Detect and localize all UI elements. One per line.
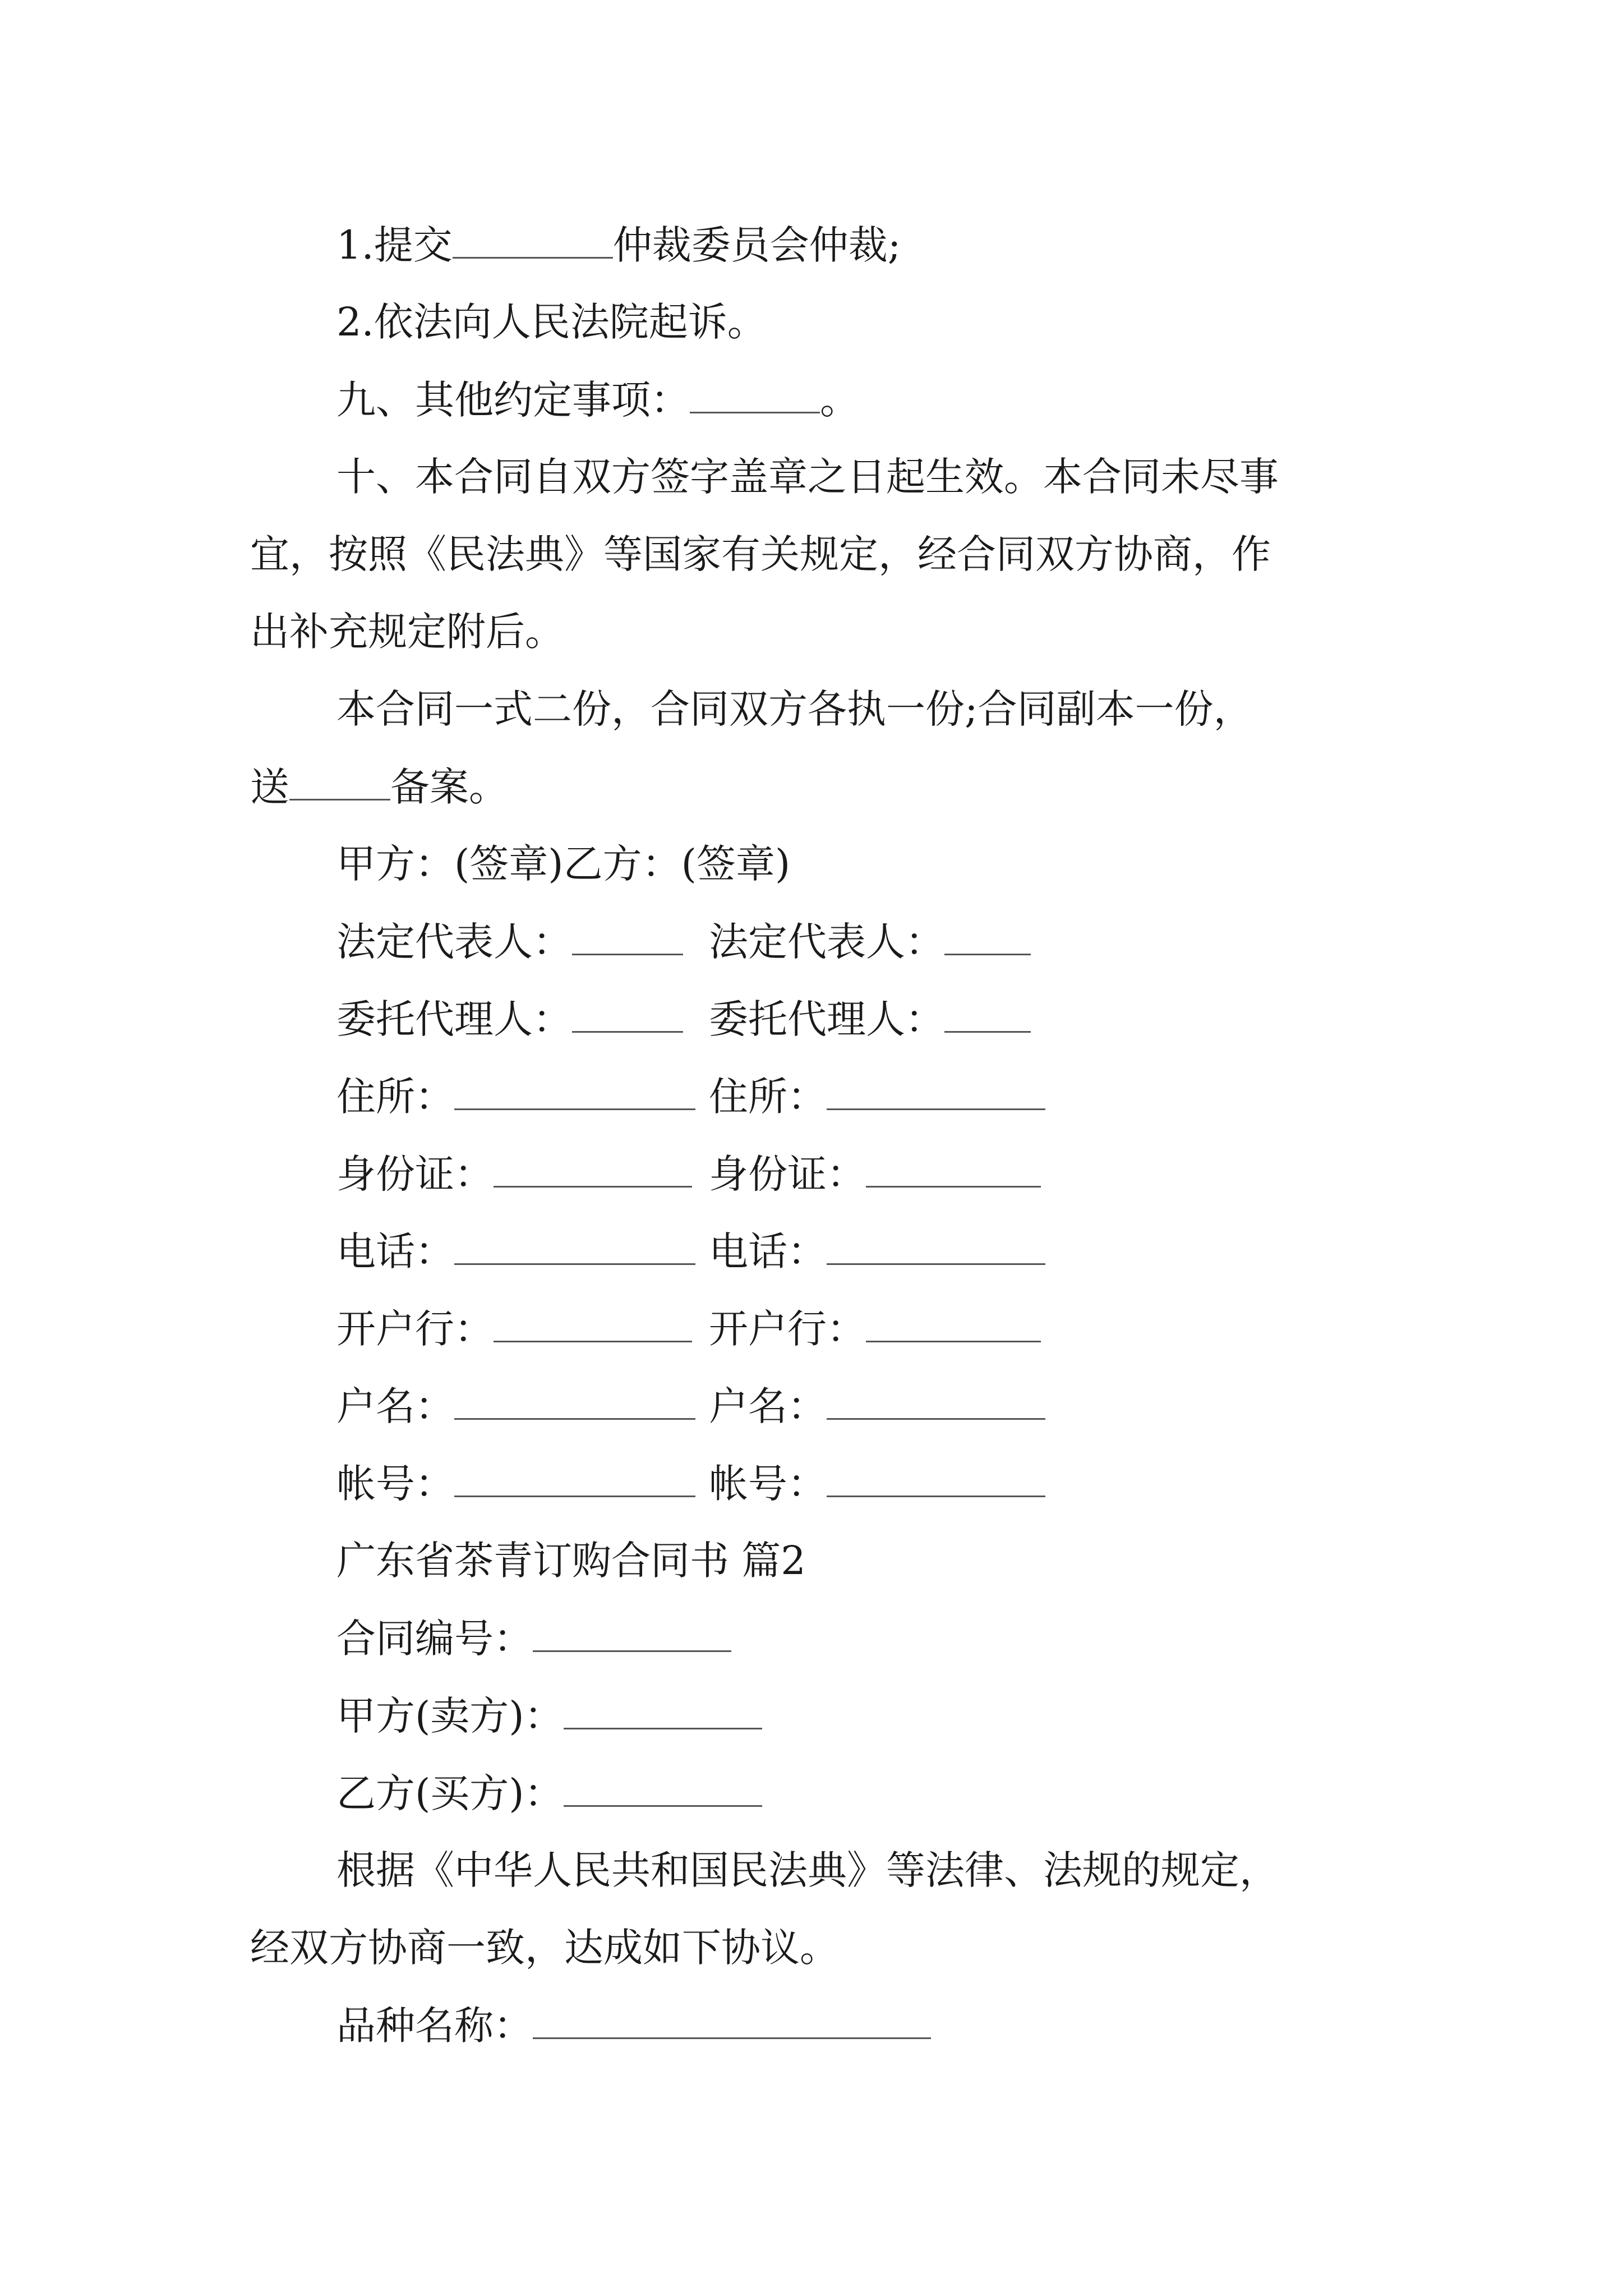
- signature-row: [336, 1224, 827, 1278]
- party-b-blank: [866, 1301, 1041, 1342]
- party-b-label: 帐号：: [709, 1461, 827, 1507]
- contract-number-blank: [533, 1611, 731, 1652]
- party-b-buyer-label: 乙方(买方)：: [336, 1770, 564, 1816]
- party-a-seller-label: 甲方(卖方)：: [336, 1693, 564, 1739]
- contract-number-label: 合同编号：: [336, 1616, 533, 1662]
- copies-line-1: 本合同一式二份，合同双方各执一份;合同副本一份，: [336, 686, 1253, 732]
- party-b-label: 法定代表人：: [709, 919, 944, 965]
- basis-line-1: 根据《中华人民共和国民法典》等法律、法规的规定，: [336, 1847, 1279, 1893]
- clause-10-line-3: 出补充规定附后。: [250, 609, 564, 655]
- party-a-blank: [454, 1456, 695, 1497]
- variety-name: [336, 1998, 931, 2052]
- party-a-label: 住所：: [336, 1074, 454, 1120]
- signature-row: [336, 992, 944, 1046]
- signature-row: [336, 1069, 827, 1123]
- party-a-blank: [494, 1301, 692, 1342]
- party-a-blank: [454, 1069, 695, 1110]
- party-b-blank: [827, 1379, 1045, 1420]
- copies-line-2: [250, 760, 508, 813]
- filing-blank: [289, 760, 390, 800]
- arbitration-item-1-suffix: 仲裁委员会仲裁;: [612, 222, 901, 268]
- clause-10-line-1: 十、本合同自双方签字盖章之日起生效。本合同未尽事: [336, 454, 1279, 500]
- party-a-label: 开户行：: [336, 1306, 494, 1352]
- clause-10-line-2: 宜，按照《民法典》等国家有关规定，经合同双方协商，作: [250, 531, 1271, 577]
- party-b-blank: [827, 1456, 1045, 1497]
- party-a-blank: [494, 1147, 692, 1188]
- party-a-label: 户名：: [336, 1383, 454, 1429]
- party-b-label: 电话：: [709, 1228, 827, 1274]
- arbitration-item-2: 2.依法向人民法院起诉。: [336, 299, 767, 345]
- party-b-buyer-blank: [564, 1766, 762, 1807]
- arbitration-item-1: [336, 218, 901, 272]
- section-2-title: 广东省茶青订购合同书 篇2: [336, 1538, 806, 1584]
- signature-row: [336, 1301, 866, 1355]
- party-b-buyer: [336, 1766, 762, 1820]
- party-a-seller: [336, 1688, 762, 1742]
- party-b-label: 住所：: [709, 1074, 827, 1120]
- arbitration-committee-blank: [453, 218, 613, 259]
- party-a-blank: [454, 1224, 695, 1265]
- signature-row: [336, 914, 944, 968]
- party-a-label: 法定代表人：: [336, 919, 572, 965]
- party-b-blank: [827, 1224, 1045, 1265]
- copies-line-2-suffix: 备案。: [390, 764, 508, 810]
- variety-name-label: 品种名称：: [336, 2003, 533, 2049]
- party-b-label: 开户行：: [709, 1306, 866, 1352]
- party-b-label: 户名：: [709, 1383, 827, 1429]
- signature-row: [336, 1147, 866, 1200]
- party-a-blank: [572, 914, 683, 955]
- signature-row: [336, 1456, 827, 1510]
- party-a-label: 电话：: [336, 1228, 454, 1274]
- party-a-seller-blank: [564, 1688, 762, 1729]
- party-b-blank: [944, 914, 1031, 955]
- clause-9-blank: [690, 372, 820, 413]
- party-a-label: 身份证：: [336, 1151, 494, 1197]
- party-b-label: 身份证：: [709, 1151, 866, 1197]
- party-b-label: 委托代理人：: [709, 996, 944, 1042]
- arbitration-item-1-prefix: 1.提交: [336, 222, 453, 268]
- party-a-blank: [454, 1379, 695, 1420]
- party-a-label: 帐号：: [336, 1461, 454, 1507]
- party-a-label: 委托代理人：: [336, 996, 572, 1042]
- party-b-blank: [827, 1069, 1045, 1110]
- signature-header: 甲方：(签章)乙方：(签章): [336, 841, 791, 887]
- clause-9-suffix: 。: [820, 377, 859, 423]
- party-b-blank: [944, 992, 1031, 1033]
- clause-9: [336, 372, 859, 426]
- signature-row: [336, 1379, 827, 1433]
- contract-number: [336, 1611, 731, 1665]
- basis-line-2: 经双方协商一致，达成如下协议。: [250, 1925, 839, 1971]
- variety-name-blank: [533, 1998, 931, 2039]
- party-a-blank: [572, 992, 683, 1033]
- party-b-blank: [866, 1147, 1041, 1188]
- copies-line-2-prefix: 送: [250, 764, 289, 810]
- clause-9-prefix: 九、其他约定事项：: [336, 377, 690, 423]
